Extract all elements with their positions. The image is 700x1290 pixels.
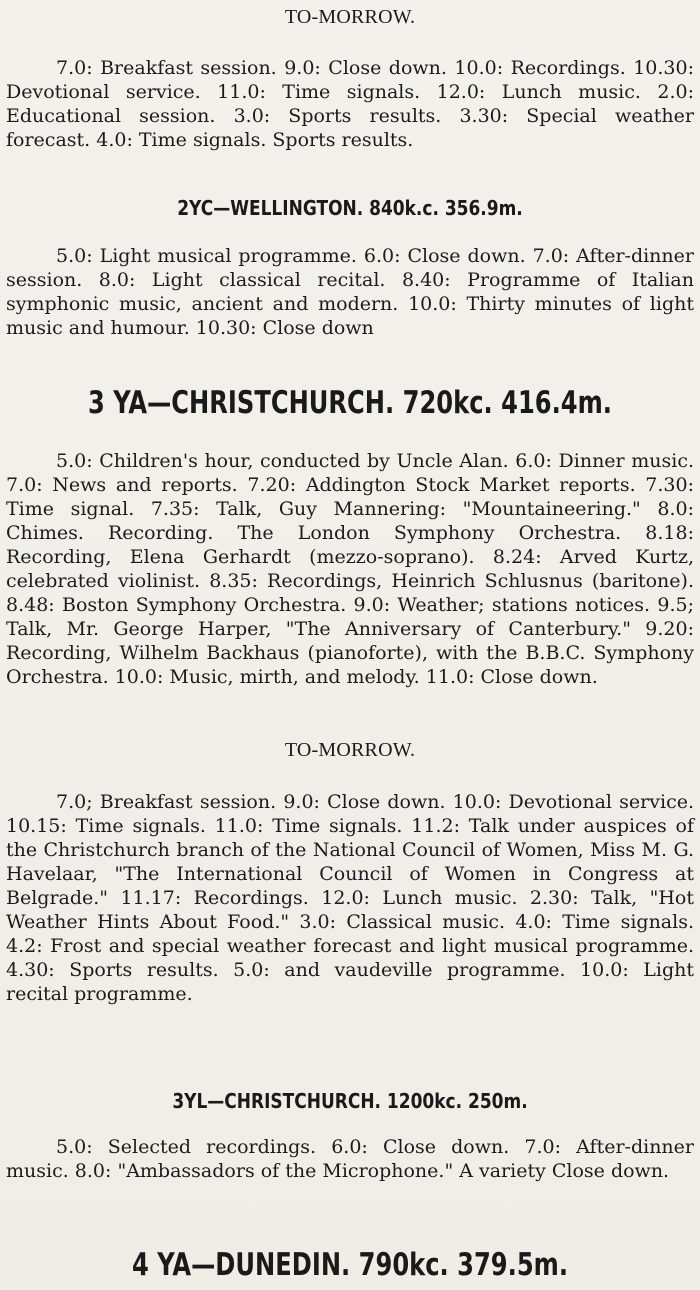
section-heading: TO-MORROW. [284, 6, 416, 28]
christchurch-3yl-body [0, 1135, 700, 1183]
schedule-paragraph: 5.0: Light musical programme. 6.0: Close down. 7.0: After-dinner session. 8.0: Light classical recital. 8.40: Programme of Italian symphonic music, ancient and modern. 10.0: Thirty minutes of light music and humour. 10.30: Close down [6, 245, 694, 339]
christchurch-3yl-section [0, 1089, 700, 1113]
christchurch-3ya-section [0, 385, 700, 421]
tomorrow-section-1 [0, 6, 700, 29]
schedule-paragraph: 5.0: Children's hour, conducted by Uncle Alan. 6.0: Dinner music. 7.0: News and reports. 7.20: Addington Stock Market reports. 7.30: Time signal. 7.35: Talk, Guy Mannering: "Mountaineering." 8.0: Chimes. Recording. The London Symphony Orchestra. 8.18: Recording, Elena Gerhardt (mezzo-soprano). 8.24: Arved Kurtz, celebrated violinist. 8.35: Recordings, Heinrich Schlusnus (baritone). 8.48: Boston Symphony Orchestra. 9.0: Weather; stations notices. 9.5; Talk, Mr. George Harper, "The Anniversary of Canterbury." 9.20: Recording, Wilhelm Backhaus (pianoforte), with the B.B.C. Symphony Orchestra. 10.0: Music, mirth, and melody. 11.0: Close down. [6, 450, 694, 688]
christchurch-3ya-body [0, 449, 700, 689]
wellington-section [0, 196, 700, 220]
station-heading: 3YL—CHRISTCHURCH. 1200kc. 250m. [172, 1089, 528, 1113]
wellington-body [0, 244, 700, 340]
schedule-paragraph: 5.0: Selected recordings. 6.0: Close down. 7.0: After-dinner music. 8.0: "Ambassadors of the Microphone." A variety Close down. [6, 1136, 694, 1182]
section-heading: TO-MORROW. [284, 739, 416, 761]
tomorrow-2-body [0, 790, 700, 1006]
station-heading: 4 YA—DUNEDIN. 790kc. 379.5m. [131, 1247, 569, 1283]
station-heading: 3 YA—CHRISTCHURCH. 720kc. 416.4m. [87, 385, 613, 421]
tomorrow-1-body [0, 56, 700, 152]
station-heading: 2YC—WELLINGTON. 840k.c. 356.9m. [177, 196, 523, 220]
schedule-paragraph: 7.0: Breakfast session. 9.0: Close down. 10.0: Recordings. 10.30: Devotional service. 11.0: Time signals. 12.0: Lunch music. 2.0: Educational session. 3.0: Sports results. 3.30: Special weather forecast. 4.0: Time signals. Sports results. [6, 57, 694, 151]
schedule-paragraph: 7.0; Breakfast session. 9.0: Close down. 10.0: Devotional service. 10.15: Time signals. 11.0: Time signals. 11.2: Talk under auspices of the Christchurch branch of the National Council of Women, Miss M. G. Havelaar, "The International Council of Women in Congress at Belgrade." 11.17: Recordings. 12.0: Lunch music. 2.30: Talk, "Hot Weather Hints About Food." 3.0: Classical music. 4.0: Time signals. 4.2: Frost and special weather forecast and light musical programme. 4.30: Sports results. 5.0: and vaudeville programme. 10.0: Light recital programme. [6, 791, 694, 1005]
dunedin-section [0, 1247, 700, 1283]
tomorrow-section-2 [0, 739, 700, 762]
